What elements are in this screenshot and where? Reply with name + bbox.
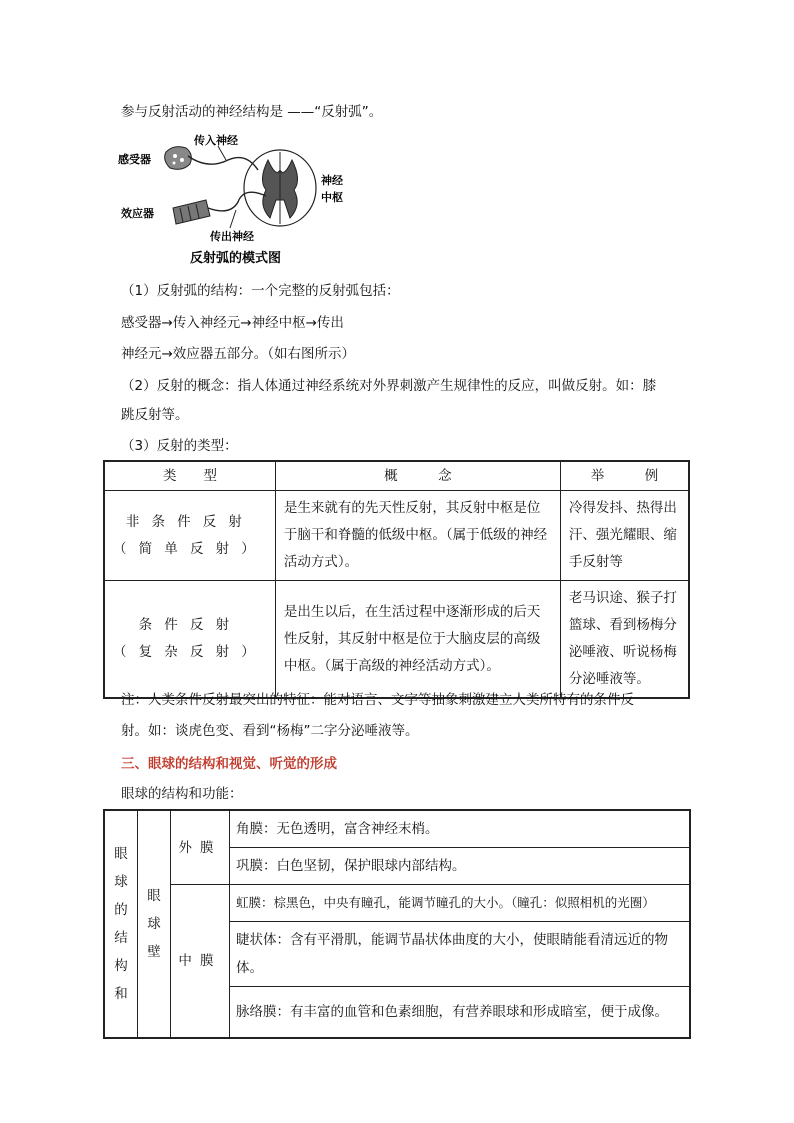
concept-cell: 是生来就有的先天性反射，其反射中枢是位于脑干和脊髓的低级中枢。（属于低级的神经活动方式）。	[275, 491, 560, 581]
header-example: 举 例	[560, 461, 689, 491]
label-receptor: 感受器	[118, 153, 151, 166]
type-cell	[104, 581, 275, 699]
spinal-cord-shape	[244, 150, 316, 226]
type-cell	[104, 491, 275, 581]
eye-intro-line: 眼球的结构和功能：	[121, 786, 243, 802]
eye-structure-label: 眼球的结构和	[104, 810, 138, 1038]
receptor-shape	[165, 147, 192, 170]
table-row	[104, 885, 690, 922]
reflex-structure-line-1: （1）反射弧的结构：一个完整的反射弧包括：	[121, 283, 400, 299]
label-efferent: 传出神经	[210, 230, 254, 243]
reflex-structure-line-3: 神经元→效应器五部分。（如右图所示）	[121, 346, 356, 362]
reflex-types-table	[103, 460, 690, 699]
label-effector: 效应器	[121, 207, 154, 220]
intro-line: 参与反射活动的神经结构是 ——“反射弧”。	[121, 104, 383, 120]
reflex-arc-figure	[118, 130, 348, 270]
figure-caption: 反射弧的模式图	[190, 251, 282, 266]
table-row	[104, 581, 689, 699]
effector-shape	[173, 200, 210, 224]
reflex-concept-line-1: （2）反射的概念：指人体通过神经系统对外界刺激产生规律性的反应，叫做反射。如：膝	[121, 378, 657, 394]
example-cell: 老马识途、猴子打篮球、看到杨梅分泌唾液、听说杨梅分泌唾液等。	[560, 581, 689, 699]
table-row	[104, 491, 689, 581]
sclera-cell: 巩膜：白色坚韧，保护眼球内部结构。	[230, 848, 691, 885]
choroid-cell: 脉络膜：有丰富的血管和色素细胞，有营养眼球和形成暗室，便于成像。	[230, 987, 691, 1039]
example-cell: 冷得发抖、热得出汗、强光耀眼、缩手反射等	[560, 491, 689, 581]
middle-layer-label: 中膜	[171, 885, 230, 1039]
type-sub: （复杂反射）	[113, 644, 267, 660]
label-afferent: 传入神经	[194, 134, 238, 147]
reflex-structure-line-2: 感受器→传入神经元→神经中枢→传出	[121, 315, 344, 331]
eye-structure-table	[103, 809, 691, 1039]
section-3-title: 三、眼球的结构和视觉、听觉的形成	[121, 756, 337, 772]
iris-cell: 虹膜：棕黑色，中央有瞳孔，能调节瞳孔的大小。（瞳孔：似照相机的光圈）	[230, 885, 691, 922]
concept-cell: 是出生以后，在生活过程中逐渐形成的后天性反射，其反射中枢是位于大脑皮层的高级中枢。（属于高级的神经活动方式）。	[275, 581, 560, 699]
header-concept: 概 念	[275, 461, 560, 491]
type-name: 条件反射	[138, 617, 242, 633]
reflex-concept-line-2: 跳反射等。	[121, 407, 189, 423]
header-type: 类 型	[104, 461, 275, 491]
type-sub: （简单反射）	[113, 540, 267, 557]
label-center-1: 神经	[321, 174, 343, 187]
reflex-types-line: （3）反射的类型：	[121, 438, 238, 454]
afferent-path	[188, 156, 258, 170]
ciliary-body-cell: 睫状体：含有平滑肌，能调节晶状体曲度的大小，使眼睛能看清远近的物体。	[230, 922, 691, 987]
eyeball-wall-label: 眼球壁	[138, 810, 171, 1038]
table-header-row	[104, 461, 689, 491]
type-name: 非条件反射	[125, 513, 255, 530]
outer-layer-label: 外膜	[171, 810, 230, 885]
label-center-2: 中枢	[321, 191, 343, 204]
note-line-2: 射。如：谈虎色变、看到“杨梅”二字分泌唾液等。	[121, 723, 419, 739]
cornea-cell: 角膜：无色透明，富含神经末梢。	[230, 810, 691, 848]
note-line-1: 注：人类条件反射最突出的特征：能对语言、文字等抽象刺激建立人类所特有的条件反	[121, 692, 634, 708]
table-row	[104, 810, 690, 848]
